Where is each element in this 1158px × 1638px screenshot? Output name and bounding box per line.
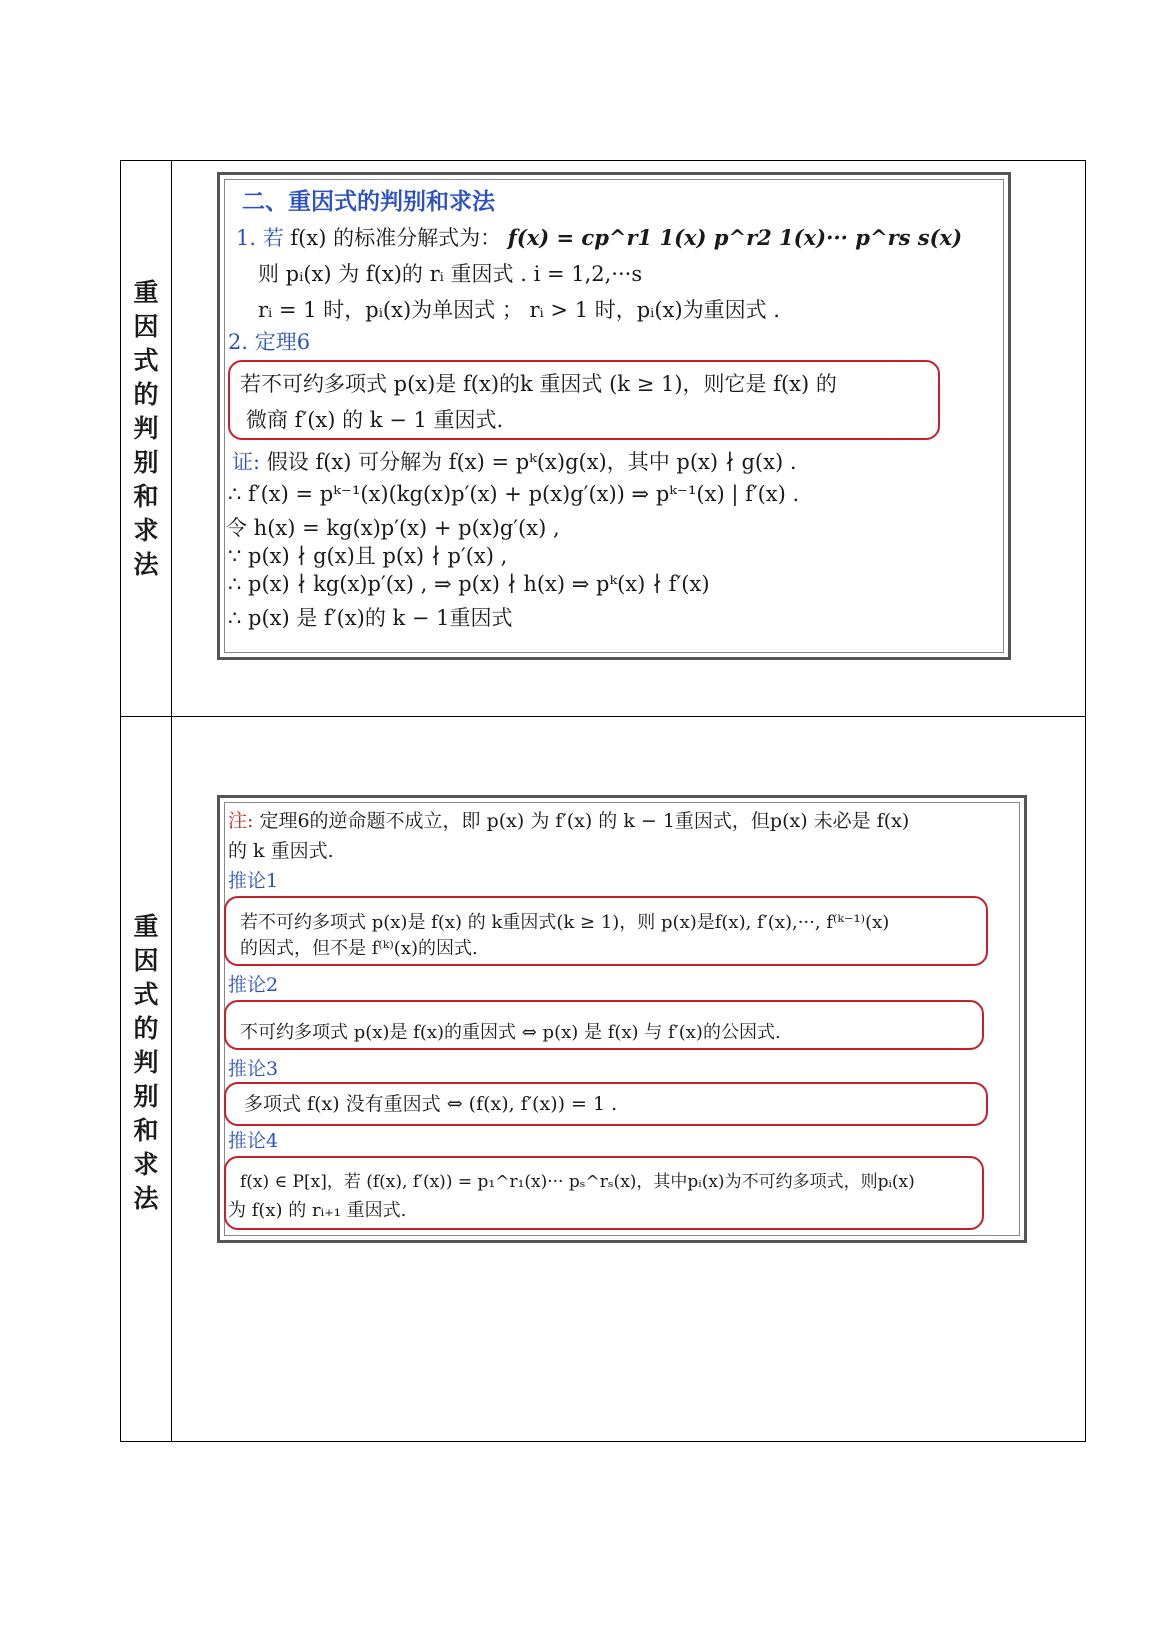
slide-title: 二、重因式的判别和求法 <box>242 188 495 215</box>
theorem-line-1: 若不可约多项式 p(x)是 f(x)的k 重因式 (k ≥ 1)，则它是 f(x) 的 <box>240 372 837 396</box>
corollary-3-label: 推论3 <box>228 1058 279 1080</box>
item-1-line-1: 1. 若 f(x) 的标准分解式为： f(x) = cp^r1 1(x) p^r2 1(x)··· p^rs s(x) <box>236 225 962 250</box>
row-label-2: 重 因 式 的 判 别 和 求 法 <box>133 912 159 1213</box>
proof-line-4: ∵ p(x) ∤ g(x)且 p(x) ∤ p′(x) , <box>228 544 508 568</box>
table-row-2 <box>121 717 1085 1441</box>
row-label-1: 重 因 式 的 判 别 和 求 法 <box>133 278 159 579</box>
item-1-line-2: 则 pᵢ(x) 为 f(x)的 rᵢ 重因式 . i = 1,2,···s <box>258 262 643 286</box>
proof-line-3: 令 h(x) = kg(x)p′(x) + p(x)g′(x) , <box>226 516 560 540</box>
item-1-line-3: rᵢ = 1 时，pᵢ(x)为单因式 ； rᵢ > 1 时，pᵢ(x)为重因式 . <box>258 298 780 322</box>
slide-corollaries <box>217 795 1027 1243</box>
note-line-2: 的 k 重因式. <box>228 840 334 862</box>
row-label-cell-2 <box>121 717 172 1441</box>
corollary-2-line-1: 不可约多项式 p(x)是 f(x)的重因式 ⇔ p(x) 是 f(x) 与 f′(x)的公因式. <box>240 1022 781 1043</box>
corollary-3-line-1: 多项式 f(x) 没有重因式 ⇔ (f(x), f′(x)) = 1 . <box>244 1093 618 1115</box>
note-line-1: 注: 定理6的逆命题不成立，即 p(x) 为 f′(x) 的 k − 1重因式，但p(x) 未必是 f(x) <box>228 810 910 832</box>
row-label-cell-1 <box>121 161 172 716</box>
theorem-line-2: 微商 f′(x) 的 k − 1 重因式. <box>246 408 504 432</box>
proof-line-6: ∴ p(x) 是 f′(x)的 k − 1重因式 <box>228 606 513 630</box>
content-table <box>120 160 1086 1442</box>
corollary-4-label: 推论4 <box>228 1130 279 1152</box>
corollary-1-line-2: 的因式，但不是 f⁽ᵏ⁾(x)的因式. <box>240 938 478 959</box>
corollary-2-label: 推论2 <box>228 974 279 996</box>
proof-line-2: ∴ f′(x) = pᵏ⁻¹(x)(kg(x)p′(x) + p(x)g′(x)) ⇒ pᵏ⁻¹(x) | f′(x) . <box>228 482 800 506</box>
proof-line-1: 证: 假设 f(x) 可分解为 f(x) = pᵏ(x)g(x)，其中 p(x) ∤ g(x) . <box>232 450 797 474</box>
item-2-heading: 2. 定理6 <box>228 330 311 354</box>
table-row-1 <box>121 161 1085 717</box>
corollary-4-line-2: 为 f(x) 的 rᵢ₊₁ 重因式. <box>228 1200 407 1221</box>
slide-theorem-6 <box>217 172 1011 660</box>
corollary-1-label: 推论1 <box>228 870 279 892</box>
corollary-4-line-1: f(x) ∈ P[x]，若 (f(x), f′(x)) = p₁^r₁(x)··· pₛ^rₛ(x)，其中pᵢ(x)为不可约多项式，则pᵢ(x) <box>240 1172 915 1192</box>
corollary-1-line-1: 若不可约多项式 p(x)是 f(x) 的 k重因式(k ≥ 1)，则 p(x)是f(x), f′(x),···, f⁽ᵏ⁻¹⁾(x) <box>240 912 890 933</box>
proof-line-5: ∴ p(x) ∤ kg(x)p′(x) , ⇒ p(x) ∤ h(x) ⇒ pᵏ(x) ∤ f′(x) <box>228 572 710 596</box>
